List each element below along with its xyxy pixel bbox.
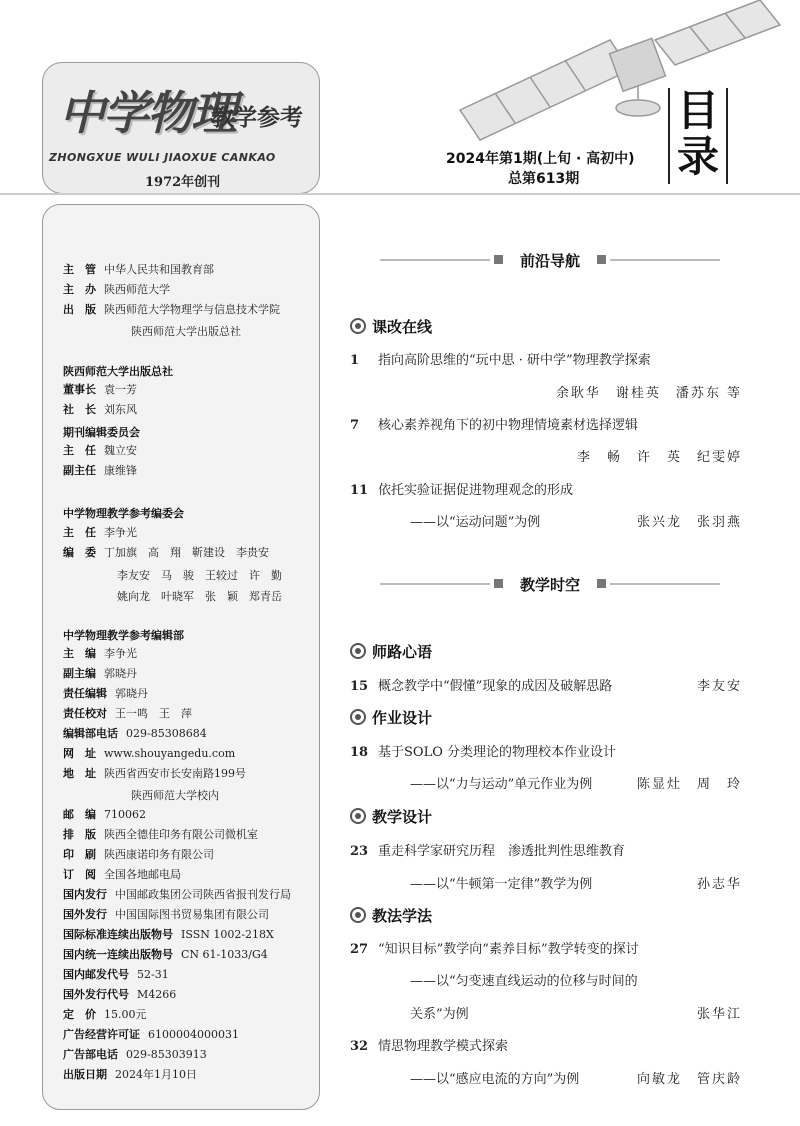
- column-heading: [350, 806, 432, 827]
- article-authors: 张兴龙 张羽燕: [636, 515, 742, 530]
- info-label: 网 址: [63, 747, 96, 760]
- bullet-circle-icon: [350, 808, 366, 824]
- info-label: 副主编: [63, 667, 96, 680]
- info-value: M4266: [137, 988, 177, 1001]
- info-row: [63, 908, 269, 922]
- info-row: [63, 948, 268, 962]
- column-title: 课改在线: [372, 318, 433, 336]
- article-subtitle: ——以“牛顿第一定律”教学为例: [410, 877, 593, 892]
- article-authors: 陈显灶 周 玲: [636, 777, 742, 792]
- info-row: [63, 747, 235, 761]
- info-value: 魏立安: [104, 444, 137, 457]
- info-row: [63, 647, 137, 661]
- info-row: [63, 283, 170, 297]
- contents-char-1: 目: [676, 86, 719, 135]
- info-value: 6100004000031: [148, 1028, 239, 1041]
- logo-title: 中学物理: [59, 86, 235, 140]
- info-value: 陕西全德佳印务有限公司微机室: [104, 828, 258, 841]
- info-label: 编 委: [63, 546, 96, 559]
- header-divider: [0, 193, 800, 195]
- info-row: [63, 868, 181, 882]
- article-authors: 李 畅 许 英 纪雯婷: [576, 450, 742, 465]
- info-row: [63, 968, 169, 982]
- article-subtitle-cont: 关系”为例: [410, 1007, 469, 1022]
- info-row: [63, 303, 280, 317]
- publisher-continuation: 陕西师范大学出版总社: [131, 325, 241, 338]
- info-value: 李争光: [104, 647, 137, 660]
- article-entry[interactable]: [350, 741, 616, 760]
- info-row: [63, 808, 146, 822]
- info-value: 2024年1月10日: [115, 1068, 197, 1081]
- page-number: 27: [350, 942, 369, 957]
- info-value: 刘东风: [104, 403, 137, 416]
- bullet-circle-icon: [350, 907, 366, 923]
- info-label: 责任校对: [63, 707, 107, 720]
- info-row: [63, 1048, 207, 1062]
- article-subtitle: ——以“匀变速直线运动的位移与时间的: [410, 974, 638, 989]
- board-members-line: 姚向龙 叶晓军 张 颖 郑青岳: [117, 590, 282, 603]
- info-value: 陕西省西安市长安南路199号: [104, 767, 246, 780]
- address-continuation: 陕西师范大学校内: [131, 789, 219, 802]
- info-row: [63, 928, 274, 942]
- info-row: [63, 1028, 239, 1042]
- logo-pinyin: ZHONGXUE WULI JIAOXUE CANKAO: [49, 151, 276, 164]
- info-row: [63, 988, 176, 1002]
- board-heading: 中学物理教学参考编委会: [63, 507, 184, 520]
- divider-line: [610, 259, 720, 261]
- article-entry[interactable]: [350, 938, 639, 957]
- info-label: 责任编辑: [63, 687, 107, 700]
- contents-heading: [668, 88, 728, 184]
- logo-subtitle: 教学参考: [211, 105, 303, 131]
- info-label: 国内发行: [63, 888, 107, 901]
- section-title: 教学时空: [519, 576, 580, 594]
- column-title: 教法学法: [372, 907, 433, 925]
- info-value: 袁一芳: [104, 383, 137, 396]
- article-entry[interactable]: [350, 349, 651, 368]
- info-value: 王一鸣 王 萍: [115, 707, 192, 720]
- page-number: 18: [350, 745, 369, 760]
- masthead-info-panel: [42, 204, 320, 1110]
- info-row: [63, 444, 137, 458]
- info-label: 主 编: [63, 647, 96, 660]
- article-title: 基于SOLO 分类理论的物理校本作业设计: [378, 745, 616, 760]
- info-label: 定 价: [63, 1008, 96, 1021]
- board-members-line: 李友安 马 骏 王较过 许 勤: [117, 569, 282, 582]
- info-value: 康维锋: [104, 464, 137, 477]
- info-value: CN 61-1033/G4: [181, 948, 268, 961]
- contents-char-2: 录: [676, 132, 719, 181]
- info-label: 国外发行代号: [63, 988, 129, 1001]
- bullet-circle-icon: [350, 643, 366, 659]
- info-label: 排 版: [63, 828, 96, 841]
- info-row: [63, 828, 258, 842]
- info-label: 主 办: [63, 283, 96, 296]
- info-label: 国外发行: [63, 908, 107, 921]
- info-label: 国际标准连续出版物号: [63, 928, 173, 941]
- info-label: 出版日期: [63, 1068, 107, 1081]
- page-number: 7: [350, 418, 360, 433]
- info-label: 主 任: [63, 444, 96, 457]
- info-row: [63, 263, 214, 277]
- article-authors: 张华江: [696, 1007, 742, 1022]
- info-row: [63, 403, 137, 417]
- section-header-frontier: [380, 250, 720, 270]
- info-value: 郭晓丹: [104, 667, 137, 680]
- article-subtitle: ——以“运动问题”为例: [410, 515, 541, 530]
- article-authors: 李友安: [696, 679, 742, 694]
- info-value: 中国邮政集团公司陕西省报刊发行局: [115, 888, 291, 901]
- info-row: [63, 667, 137, 681]
- info-value: 029-85308684: [126, 727, 207, 740]
- article-title: 核心素养视角下的初中物理情境素材选择逻辑: [378, 418, 639, 433]
- total-issue: 总第613期: [508, 171, 580, 187]
- page-number: 15: [350, 679, 369, 694]
- article-title: 重走科学家研究历程 渗透批判性思维教育: [378, 844, 626, 859]
- bullet-circle-icon: [350, 318, 366, 334]
- page-number: 11: [350, 483, 369, 498]
- info-row: [63, 464, 137, 478]
- column-heading: [350, 641, 432, 662]
- info-value: 中国国际图书贸易集团有限公司: [115, 908, 269, 921]
- article-subtitle: ——以“力与运动”单元作业为例: [410, 777, 593, 792]
- info-row: [63, 767, 246, 781]
- column-title: 教学设计: [372, 808, 433, 826]
- section-title: 前沿导航: [519, 252, 580, 270]
- article-entry[interactable]: [350, 414, 638, 433]
- info-label: 社 长: [63, 403, 96, 416]
- info-value: 中华人民共和国教育部: [104, 263, 214, 276]
- info-value: 陕西师范大学物理学与信息技术学院: [104, 303, 280, 316]
- article-title: 情思物理教学模式探索: [378, 1039, 509, 1054]
- article-title: 概念教学中“假懂”现象的成因及破解思路: [378, 679, 613, 694]
- article-authors: 向敏龙 管庆龄: [636, 1072, 742, 1087]
- page-number: 32: [350, 1039, 369, 1054]
- press-heading: 陕西师范大学出版总社: [63, 365, 173, 378]
- info-value: 52-31: [137, 968, 169, 981]
- info-value: 李争光: [104, 526, 137, 539]
- info-row: [63, 687, 148, 701]
- info-label: 订 阅: [63, 868, 96, 881]
- info-value: ISSN 1002-218X: [181, 928, 274, 941]
- info-label: 副主任: [63, 464, 96, 477]
- column-heading: [350, 707, 432, 728]
- journal-logo-panel: [42, 62, 320, 194]
- info-value: 全国各地邮电局: [104, 868, 181, 881]
- article-title: 依托实验证据促进物理观念的形成: [378, 483, 574, 498]
- info-value: www.shouyangedu.com: [104, 747, 236, 760]
- info-label: 广告经营许可证: [63, 1028, 140, 1041]
- dept-heading: 中学物理教学参考编辑部: [63, 629, 184, 642]
- section-header-teaching: [380, 574, 720, 594]
- info-value: 郭晓丹: [115, 687, 148, 700]
- article-title: 指向高阶思维的“玩中思 · 研中学”物理教学探索: [378, 353, 651, 368]
- info-label: 主 任: [63, 526, 96, 539]
- info-value: 710062: [104, 808, 146, 821]
- info-label: 国内邮发代号: [63, 968, 129, 981]
- info-value: 陕西师范大学: [104, 283, 170, 296]
- column-heading: [350, 905, 432, 926]
- board-members-line: 丁加旗 高 翔 靳建设 李贵安: [104, 546, 269, 559]
- info-label: 出 版: [63, 303, 96, 316]
- divider-line: [610, 583, 720, 585]
- bullet-circle-icon: [350, 709, 366, 725]
- article-title: “知识目标”教学向“素养目标”教学转变的探讨: [378, 942, 639, 957]
- info-label: 邮 编: [63, 808, 96, 821]
- column-title: 师路心语: [372, 643, 433, 661]
- info-label: 国内统一连续出版物号: [63, 948, 173, 961]
- square-ornament-icon: [597, 579, 606, 588]
- square-ornament-icon: [597, 255, 606, 264]
- column-heading: [350, 316, 432, 337]
- info-label: 广告部电话: [63, 1048, 118, 1061]
- info-row: [63, 1008, 147, 1022]
- info-row: [63, 526, 137, 540]
- issue-line: 2024年第1期(上旬 · 高初中): [446, 151, 635, 167]
- article-entry[interactable]: [350, 840, 625, 859]
- info-value: 15.00元: [104, 1008, 147, 1021]
- info-row: [63, 848, 214, 862]
- info-label: 董事长: [63, 383, 96, 396]
- founded-year: 1972年创刊: [145, 175, 221, 190]
- article-authors: 孙志华: [696, 877, 742, 892]
- column-title: 作业设计: [372, 709, 433, 727]
- info-row: [63, 383, 137, 397]
- info-row: [63, 546, 269, 560]
- info-row: [63, 727, 207, 741]
- info-value: 029-85303913: [126, 1048, 207, 1061]
- info-row: [63, 1068, 197, 1082]
- info-row: [63, 888, 291, 902]
- article-entry[interactable]: [350, 1035, 508, 1054]
- article-entry[interactable]: [350, 479, 573, 498]
- page-number: 1: [350, 353, 360, 368]
- info-value: 陕西康诺印务有限公司: [104, 848, 214, 861]
- committee-heading: 期刊编辑委员会: [63, 426, 140, 439]
- info-label: 地 址: [63, 767, 96, 780]
- page-number: 23: [350, 844, 369, 859]
- article-subtitle: ——以“感应电流的方向”为例: [410, 1072, 580, 1087]
- info-label: 编辑部电话: [63, 727, 118, 740]
- article-authors: 余耿华 谢桂英 潘苏东 等: [555, 386, 742, 401]
- info-row: [63, 707, 192, 721]
- info-label: 主 管: [63, 263, 96, 276]
- article-entry[interactable]: [350, 675, 612, 694]
- info-label: 印 刷: [63, 848, 96, 861]
